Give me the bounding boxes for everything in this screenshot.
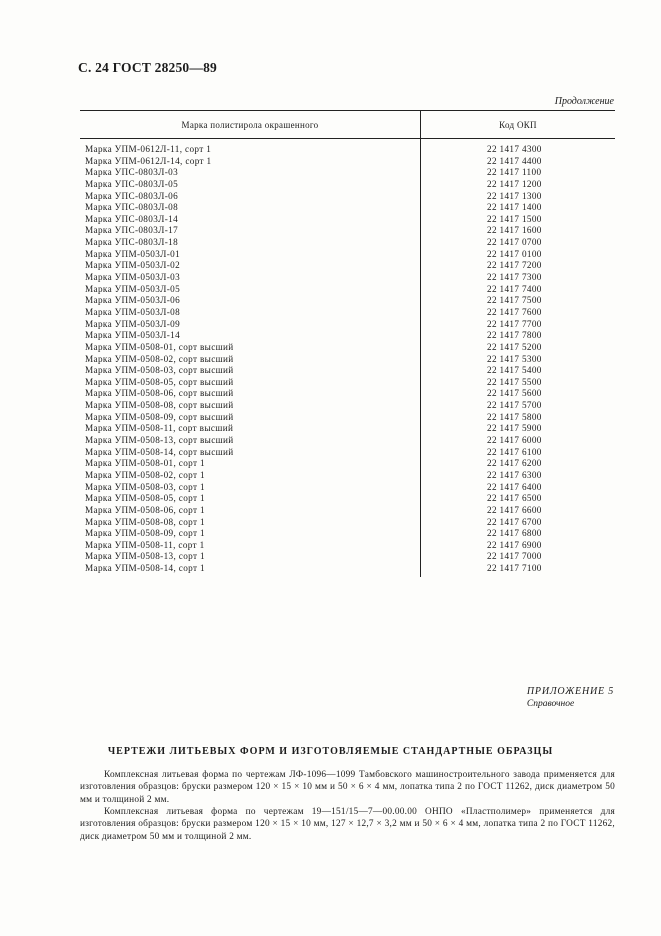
appendix-title: ПРИЛОЖЕНИЕ 5	[526, 686, 614, 697]
table-cell-okp-code: 22 1417 1300	[487, 190, 542, 201]
table-cell-grade: Марка УПМ-0503Л-08	[85, 306, 181, 317]
table-cell-okp-code: 22 1417 7500	[487, 295, 542, 306]
table-cell-okp-code: 22 1417 6100	[487, 446, 542, 457]
table-cell-grade: Марка УПМ-0503Л-06	[85, 295, 181, 306]
column-header-okp-code: Код ОКП	[499, 119, 537, 130]
table-cell-okp-code: 22 1417 5700	[487, 400, 542, 411]
paragraph-text: Комплексная литьевая форма по чертежам ЛФ-1096—1099 Тамбовского машиностроительного завода применяется для изготовления образцов: бруски размером 120 × 15 × 10 мм и 50 × 6 × 4 мм, лопатка типа 2 по ГОСТ 11262, диск диаметром 50 мм и толщиной 2 мм.	[80, 770, 615, 805]
table-cell-grade: Марка УПС-0803Л-08	[85, 202, 179, 213]
table-cell-okp-code: 22 1417 6600	[487, 504, 542, 515]
table-cell-grade: Марка УПМ-0503Л-05	[85, 283, 181, 294]
table-cell-grade: Марка УПМ-0508-14, сорт 1	[85, 563, 205, 574]
okp-code-column	[421, 139, 615, 577]
table-cell-okp-code: 22 1417 1500	[487, 213, 542, 224]
table-cell-grade: Марка УПМ-0508-01, сорт 1	[85, 458, 205, 469]
table-cell-okp-code: 22 1417 6500	[487, 493, 542, 504]
table-cell-grade: Марка УПС-0803Л-14	[85, 213, 179, 224]
table-cell-okp-code: 22 1417 6400	[487, 481, 542, 492]
column-header-grade: Марка полистирола окрашенного	[80, 111, 421, 138]
table-cell-okp-code: 22 1417 7200	[487, 260, 542, 271]
table-cell-okp-code: 22 1417 4400	[487, 155, 542, 166]
table-cell-grade: Марка УПС-0803Л-17	[85, 225, 179, 236]
table-cell-okp-code: 22 1417 6800	[487, 528, 542, 539]
table-cell-okp-code: 22 1417 5600	[487, 388, 542, 399]
table-cell-okp-code: 22 1417 7400	[487, 283, 542, 294]
table-cell-okp-code: 22 1417 6300	[487, 469, 542, 480]
table-cell-okp-code: 22 1417 1600	[487, 225, 542, 236]
table-cell-okp-code: 22 1417 6700	[487, 516, 542, 527]
paragraph	[80, 806, 615, 843]
table-cell-okp-code: 22 1417 5500	[487, 376, 542, 387]
table-cell-grade: Марка УПМ-0503Л-03	[85, 272, 181, 283]
table-cell-okp-code: 22 1417 7600	[487, 306, 542, 317]
continuation-label: Продолжение	[554, 96, 614, 107]
appendix-heading	[527, 686, 614, 709]
table-cell-grade: Марка УПМ-0508-01, сорт высший	[85, 341, 234, 352]
table-cell-grade: Марка УПМ-0508-09, сорт высший	[85, 411, 234, 422]
page-header: С. 24 ГОСТ 28250—89	[78, 60, 217, 75]
table-cell-okp-code: 22 1417 5900	[487, 423, 542, 434]
table-cell-grade: Марка УПМ-0508-05, сорт 1	[85, 493, 205, 504]
table-cell-grade: Марка УПМ-0508-02, сорт 1	[85, 469, 205, 480]
grade-column	[80, 139, 421, 577]
paragraph-text: Комплексная литьевая форма по чертежам 19—151/15—7—00.00.00 ОНПО «Пластполимер» применяется для изготовления образцов: бруски размером 120 × 15 × 10 мм, 127 × 12,7 × 3,2 мм и 50 × 6 × 4 мм, лопатка типа 2 по ГОСТ 11262, диск диаметром 50 мм и толщиной 2 мм.	[80, 807, 615, 842]
table-body	[80, 139, 615, 577]
section-title: ЧЕРТЕЖИ ЛИТЬЕВЫХ ФОРМ И ИЗГОТОВЛЯЕМЫЕ СТАНДАРТНЫЕ ОБРАЗЦЫ	[107, 746, 554, 757]
table-cell-grade: Марка УПМ-0508-08, сорт высший	[85, 400, 234, 411]
table-cell-okp-code: 22 1417 1200	[487, 178, 542, 189]
table-cell-okp-code: 22 1417 7000	[487, 551, 542, 562]
table-cell-okp-code: 22 1417 5300	[487, 353, 542, 364]
paragraph	[80, 769, 615, 806]
table-cell-grade: Марка УПМ-0508-13, сорт 1	[85, 551, 205, 562]
table-cell-grade: Марка УПМ-0508-09, сорт 1	[85, 528, 205, 539]
table-cell-grade: Марка УПМ-0612Л-14, сорт 1	[85, 155, 212, 166]
table-cell-grade: Марка УПМ-0508-05, сорт высший	[85, 376, 234, 387]
table-cell-grade: Марка УПМ-0508-08, сорт 1	[85, 516, 205, 527]
table-cell-okp-code: 22 1417 5400	[487, 365, 542, 376]
table-cell-grade: Марка УПМ-0612Л-11, сорт 1	[85, 144, 212, 154]
table-cell-grade: Марка УПМ-0508-03, сорт 1	[85, 481, 205, 492]
appendix-subtitle: Справочное	[526, 699, 575, 709]
table-header	[80, 111, 615, 139]
table-cell-grade: Марка УПМ-0508-06, сорт высший	[85, 388, 234, 399]
table-cell-okp-code: 22 1417 0700	[487, 237, 542, 248]
table-cell-grade: Марка УПМ-0508-11, сорт 1	[85, 539, 205, 550]
table-cell-okp-code: 22 1417 6200	[487, 458, 542, 469]
table-cell-okp-code: 22 1417 5200	[487, 341, 542, 352]
table-cell-grade: Марка УПМ-0503Л-02	[85, 260, 181, 271]
table-cell-grade: Марка УПМ-0508-14, сорт высший	[85, 446, 234, 457]
table-cell-okp-code: 22 1417 7700	[487, 318, 542, 329]
table-cell-grade: Марка УПМ-0508-06, сорт 1	[85, 504, 205, 515]
table-cell-grade: Марка УПМ-0508-02, сорт высший	[85, 353, 234, 364]
table-cell-okp-code: 22 1417 1400	[487, 202, 542, 213]
table-cell-grade: Марка УПС-0803Л-18	[85, 237, 179, 248]
table-cell-grade: Марка УПС-0803Л-05	[85, 178, 179, 189]
table-cell-okp-code: 22 1417 7100	[487, 563, 542, 574]
table-cell-okp-code: 22 1417 4300	[487, 144, 542, 154]
table-cell-grade: Марка УПМ-0503Л-09	[85, 318, 181, 329]
table-cell-okp-code: 22 1417 6900	[487, 539, 542, 550]
table-cell-okp-code: 22 1417 5800	[487, 411, 542, 422]
table-cell-okp-code: 22 1417 7300	[487, 272, 542, 283]
table-cell-grade: Марка УПМ-0508-13, сорт высший	[85, 435, 234, 446]
table-cell-okp-code: 22 1417 7800	[487, 330, 542, 341]
table-cell-okp-code: 22 1417 6000	[487, 435, 542, 446]
table-cell-grade: Марка УПС-0803Л-03	[85, 167, 179, 178]
table-cell-grade: Марка УПМ-0503Л-14	[85, 330, 181, 341]
table-cell-okp-code: 22 1417 1100	[487, 167, 542, 178]
table-cell-grade: Марка УПМ-0503Л-01	[85, 248, 181, 259]
okp-code-table	[80, 110, 615, 577]
table-cell-grade: Марка УПС-0803Л-06	[85, 190, 179, 201]
table-cell-okp-code: 22 1417 0100	[487, 248, 542, 259]
table-cell-grade: Марка УПМ-0508-11, сорт высший	[85, 423, 234, 434]
table-cell-grade: Марка УПМ-0508-03, сорт высший	[85, 365, 234, 376]
